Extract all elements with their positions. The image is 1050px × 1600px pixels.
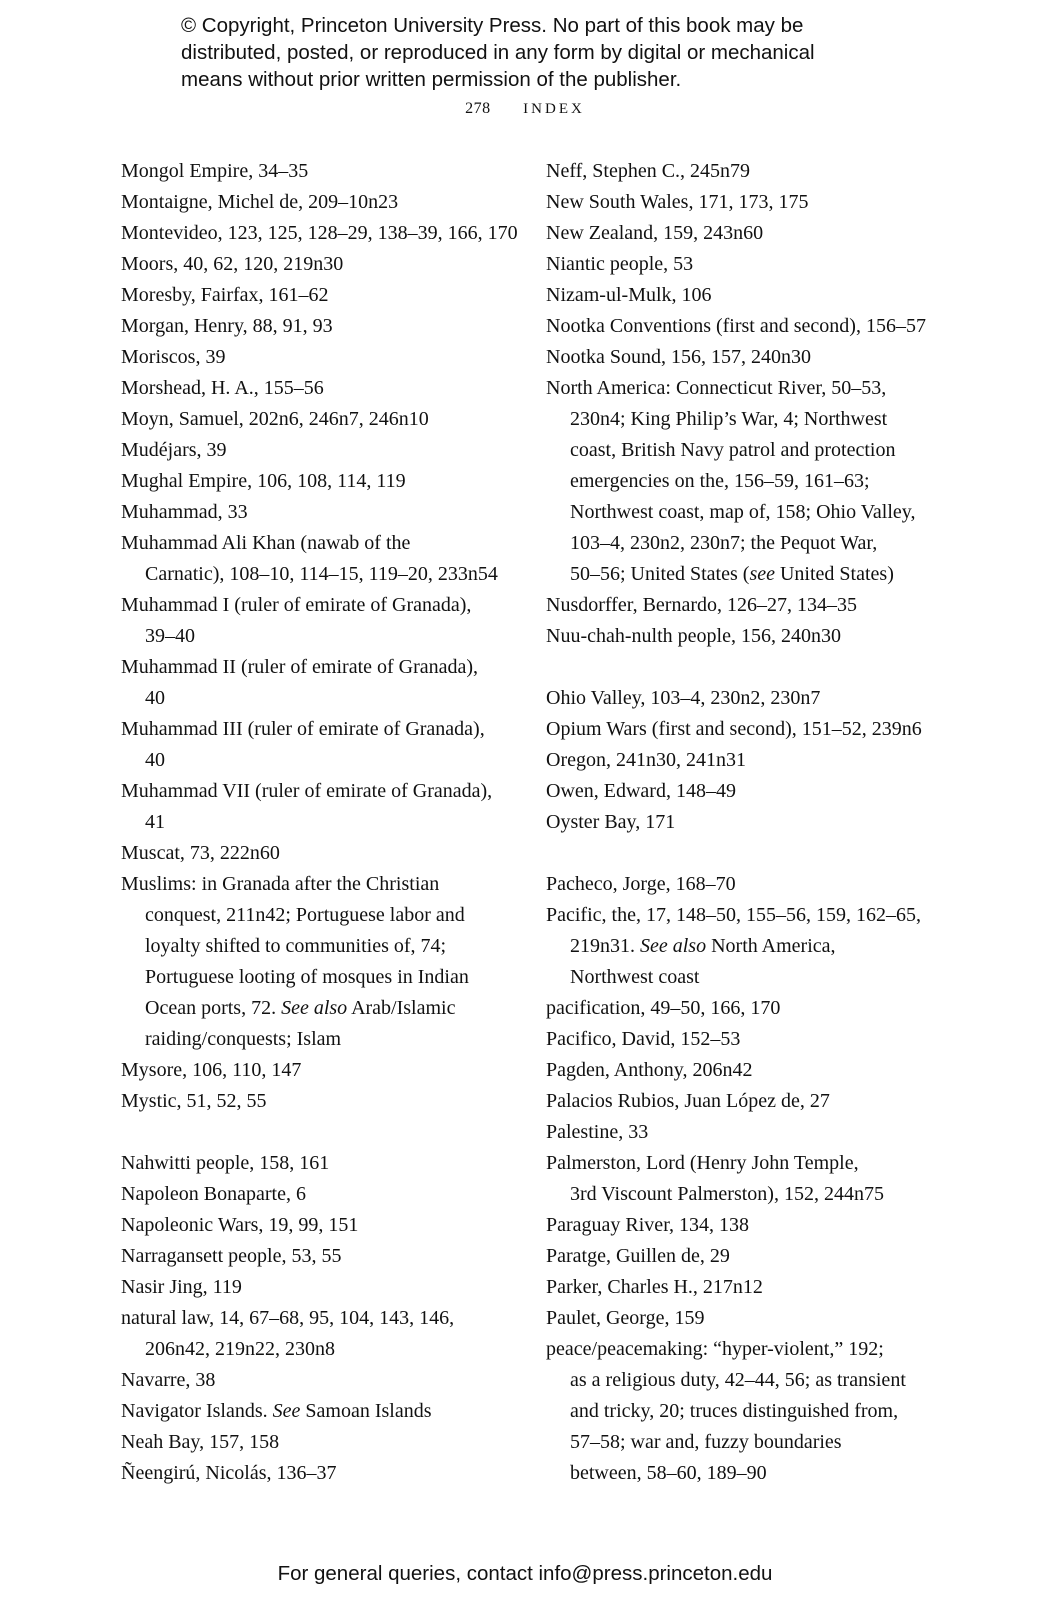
section-gap xyxy=(546,652,936,683)
index-entry-continuation: 40 xyxy=(145,749,165,771)
index-entry-continuation: Carnatic), 108–10, 114–15, 119–20, 233n54 xyxy=(145,563,498,585)
index-entry: Nuu-chah-nulth people, 156, 240n30 xyxy=(546,625,841,647)
index-entry: Paraguay River, 134, 138 xyxy=(546,1214,750,1236)
index-entry: Muhammad, 33 xyxy=(121,501,248,523)
index-entry-continuation: 57–58; war and, fuzzy boundaries xyxy=(570,1431,842,1453)
index-entry: Montevideo, 123, 125, 128–29, 138–39, 166, 170 xyxy=(121,222,518,244)
index-entry: Opium Wars (first and second), 151–52, 239n6 xyxy=(546,718,922,740)
index-entry: Moors, 40, 62, 120, 219n30 xyxy=(121,253,344,275)
section-gap xyxy=(121,1117,516,1148)
index-entry: North America: Connecticut River, 50–53, xyxy=(546,377,887,399)
index-entry: New South Wales, 171, 173, 175 xyxy=(546,191,809,213)
index-entry: Palacios Rubios, Juan López de, 27 xyxy=(546,1090,830,1112)
index-entry: Montaigne, Michel de, 209–10n23 xyxy=(121,191,399,213)
index-entry-continuation: 50–56; United States (see United States) xyxy=(570,563,894,585)
index-entry: Muhammad II (ruler of emirate of Granada), xyxy=(121,656,479,678)
index-entry: Mongol Empire, 34–35 xyxy=(121,160,309,182)
index-entry: Nizam-ul-Mulk, 106 xyxy=(546,284,712,306)
index-entry-continuation: as a religious duty, 42–44, 56; as transient xyxy=(570,1369,906,1391)
index-entry-continuation: and tricky, 20; truces distinguished from, xyxy=(570,1400,899,1422)
index-entry-continuation: Ocean ports, 72. See also Arab/Islamic xyxy=(145,997,456,1019)
index-entry-continuation: coast, British Navy patrol and protection xyxy=(570,439,896,461)
copyright-notice xyxy=(181,12,941,93)
index-entry: Nasir Jing, 119 xyxy=(121,1276,242,1298)
index-entry: Morshead, H. A., 155–56 xyxy=(121,377,324,399)
index-entry-continuation: Portuguese looting of mosques in Indian xyxy=(145,966,469,988)
copyright-line: means without prior written permission of the publisher. xyxy=(181,68,682,91)
index-entry-continuation: emergencies on the, 156–59, 161–63; xyxy=(570,470,870,492)
section-gap xyxy=(546,838,936,869)
index-entry: Nahwitti people, 158, 161 xyxy=(121,1152,330,1174)
index-entry-continuation: Northwest coast, map of, 158; Ohio Valley, xyxy=(570,501,916,523)
index-entry: Narragansett people, 53, 55 xyxy=(121,1245,342,1267)
section-title: INDEX xyxy=(523,101,585,117)
index-entry: Napoleonic Wars, 19, 99, 151 xyxy=(121,1214,359,1236)
index-entry: pacification, 49–50, 166, 170 xyxy=(546,997,781,1019)
index-entry: peace/peacemaking: “hyper-violent,” 192; xyxy=(546,1338,884,1360)
index-column-right xyxy=(546,156,936,1489)
index-entry: Pacifico, David, 152–53 xyxy=(546,1028,741,1050)
index-entry: Oregon, 241n30, 241n31 xyxy=(546,749,746,771)
index-entry: Morgan, Henry, 88, 91, 93 xyxy=(121,315,333,337)
index-entry-continuation: 103–4, 230n2, 230n7; the Pequot War, xyxy=(570,532,878,554)
index-entry: Nootka Conventions (first and second), 156–57 xyxy=(546,315,926,337)
index-entry: Pacheco, Jorge, 168–70 xyxy=(546,873,736,895)
copyright-line: © Copyright, Princeton University Press. No part of this book may be xyxy=(181,14,804,37)
index-entry: Napoleon Bonaparte, 6 xyxy=(121,1183,306,1205)
index-entry: Palestine, 33 xyxy=(546,1121,649,1143)
index-entry: Muhammad Ali Khan (nawab of the xyxy=(121,532,411,554)
index-entry: Navigator Islands. See Samoan Islands xyxy=(121,1400,432,1422)
index-entry: Pagden, Anthony, 206n42 xyxy=(546,1059,753,1081)
index-entry: Navarre, 38 xyxy=(121,1369,216,1391)
index-entry: Palmerston, Lord (Henry John Temple, xyxy=(546,1152,859,1174)
index-entry: Ohio Valley, 103–4, 230n2, 230n7 xyxy=(546,687,821,709)
index-entry: Moriscos, 39 xyxy=(121,346,226,368)
index-entry: Mystic, 51, 52, 55 xyxy=(121,1090,267,1112)
index-entry-continuation: 41 xyxy=(145,811,165,833)
index-entry: Parker, Charles H., 217n12 xyxy=(546,1276,763,1298)
index-entry: Moresby, Fairfax, 161–62 xyxy=(121,284,329,306)
index-entry: Muhammad III (ruler of emirate of Granada), xyxy=(121,718,485,740)
index-entry: Pacific, the, 17, 148–50, 155–56, 159, 162–65, xyxy=(546,904,921,926)
running-head xyxy=(0,100,1050,118)
index-entry: Mysore, 106, 110, 147 xyxy=(121,1059,302,1081)
footer-contact: For general queries, contact info@press.princeton.edu xyxy=(277,1562,773,1585)
index-entry: Ñeengirú, Nicolás, 136–37 xyxy=(121,1462,337,1484)
index-entry: Neff, Stephen C., 245n79 xyxy=(546,160,751,182)
index-entry: Owen, Edward, 148–49 xyxy=(546,780,736,802)
page-number: 278 xyxy=(465,100,491,117)
index-column-left xyxy=(121,156,516,1489)
index-entry: New Zealand, 159, 243n60 xyxy=(546,222,764,244)
index-entry: Muslims: in Granada after the Christian xyxy=(121,873,440,895)
index-entry: Paulet, George, 159 xyxy=(546,1307,705,1329)
index-entry: Nusdorffer, Bernardo, 126–27, 134–35 xyxy=(546,594,857,616)
index-entry-continuation: 230n4; King Philip’s War, 4; Northwest xyxy=(570,408,888,430)
index-entry: Niantic people, 53 xyxy=(546,253,694,275)
index-entry: Muhammad I (ruler of emirate of Granada), xyxy=(121,594,472,616)
index-entry: Muscat, 73, 222n60 xyxy=(121,842,280,864)
index-entry-continuation: 3rd Viscount Palmerston), 152, 244n75 xyxy=(570,1183,884,1205)
index-entry-continuation: conquest, 211n42; Portuguese labor and xyxy=(145,904,465,926)
index-entry-continuation: raiding/conquests; Islam xyxy=(145,1028,342,1050)
index-entry: Oyster Bay, 171 xyxy=(546,811,676,833)
index-entry: Paratge, Guillen de, 29 xyxy=(546,1245,730,1267)
index-entry: Neah Bay, 157, 158 xyxy=(121,1431,280,1453)
index-entry: Mudéjars, 39 xyxy=(121,439,227,461)
index-entry-continuation: 39–40 xyxy=(145,625,195,647)
index-entry: Moyn, Samuel, 202n6, 246n7, 246n10 xyxy=(121,408,429,430)
index-entry-continuation: Northwest coast xyxy=(570,966,700,988)
index-entry-continuation: between, 58–60, 189–90 xyxy=(570,1462,767,1484)
index-entry-continuation: 206n42, 219n22, 230n8 xyxy=(145,1338,335,1360)
index-entry: Muhammad VII (ruler of emirate of Granada), xyxy=(121,780,493,802)
index-entry: Nootka Sound, 156, 157, 240n30 xyxy=(546,346,811,368)
index-entry: Mughal Empire, 106, 108, 114, 119 xyxy=(121,470,406,492)
index-entry: natural law, 14, 67–68, 95, 104, 143, 146, xyxy=(121,1307,455,1329)
copyright-line: distributed, posted, or reproduced in any form by digital or mechanical xyxy=(181,41,815,64)
index-entry-continuation: 40 xyxy=(145,687,165,709)
index-entry-continuation: 219n31. See also North America, xyxy=(570,935,836,957)
index-entry-continuation: loyalty shifted to communities of, 74; xyxy=(145,935,447,957)
